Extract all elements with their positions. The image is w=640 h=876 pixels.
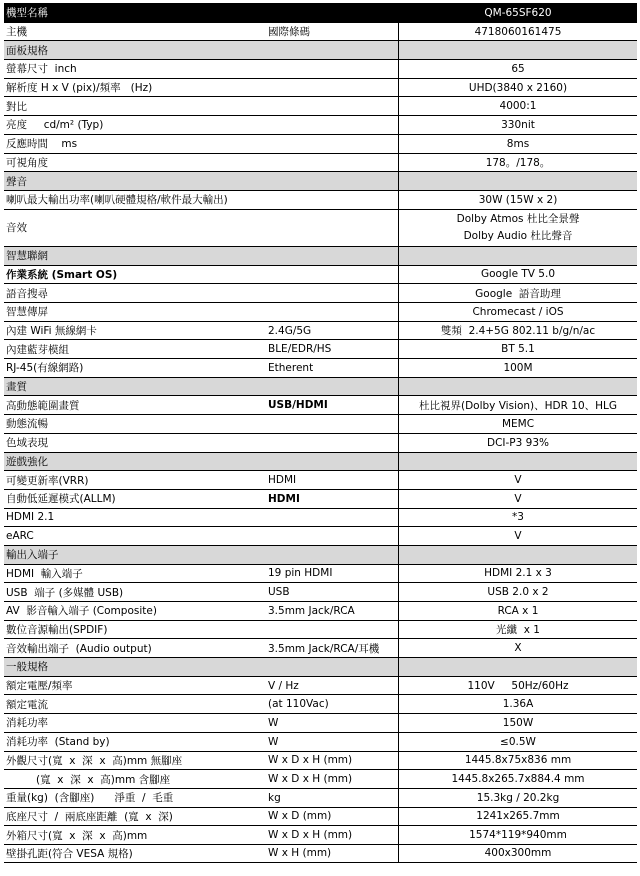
- spec-value: 110V 50Hz/60Hz: [398, 677, 637, 695]
- spec-row: [4, 713, 637, 732]
- spec-value: USB 2.0 x 2: [398, 583, 637, 601]
- spec-label: 高動態範圍畫質: [6, 399, 80, 412]
- spec-row: [4, 190, 637, 209]
- spec-label: 外箱尺寸(寬 x 深 x 高)mm: [6, 829, 148, 842]
- spec-interface: 19 pin HDMI: [268, 567, 333, 580]
- spec-row: [4, 676, 637, 695]
- spec-value: Google 語音助理: [398, 284, 637, 302]
- spec-interface: Etherent: [268, 361, 314, 374]
- section-header: [4, 377, 637, 396]
- spec-row: [4, 508, 637, 527]
- spec-label: 對比: [6, 100, 27, 113]
- section-header: [4, 452, 637, 471]
- section-title: 畫質: [6, 381, 27, 394]
- spec-interface: [266, 509, 398, 527]
- spec-value: ≤0.5W: [398, 733, 637, 751]
- spec-row: [4, 601, 637, 620]
- spec-label: 作業系統 (Smart OS): [6, 268, 118, 281]
- spec-label: eARC: [6, 530, 34, 543]
- spec-label: 外觀尺寸(寬 x 深 x 高)mm 無腳座: [6, 754, 183, 767]
- spec-label: 消耗功率 (Stand by): [6, 736, 110, 749]
- spec-label: 內建藍芽模組: [6, 343, 69, 356]
- section-title: 遊戲強化: [6, 455, 48, 468]
- model-name-label: 機型名稱: [6, 7, 48, 20]
- spec-label: 消耗功率: [6, 717, 48, 730]
- section-header: [4, 246, 637, 265]
- spec-interface: 3.5mm Jack/RCA: [268, 604, 355, 617]
- spec-label: 額定電流: [6, 698, 48, 711]
- section-header: [4, 545, 637, 564]
- spec-label: 喇叭最大輸出功率(喇叭硬體規格/軟件最大輸出): [6, 194, 228, 207]
- spec-label: 色域表現: [6, 437, 48, 450]
- spec-row: [4, 751, 637, 770]
- spec-interface: [266, 135, 398, 153]
- spec-value: 30W (15W x 2): [398, 191, 637, 209]
- spec-label: 語音搜尋: [6, 287, 48, 300]
- spec-label: 亮度 cd/m² (Typ): [6, 119, 104, 132]
- spec-label: 螢幕尺寸 inch: [6, 63, 77, 76]
- spec-label: 主機: [6, 26, 27, 39]
- spec-interface: V / Hz: [268, 679, 299, 692]
- spec-label: 內建 WiFi 無線網卡: [6, 325, 97, 338]
- spec-label: 動態流暢: [6, 418, 48, 431]
- spec-row: [4, 321, 637, 340]
- spec-value-line: Dolby Audio 杜比聲音: [463, 229, 573, 242]
- spec-value: 8ms: [398, 135, 637, 153]
- spec-interface: [266, 97, 398, 115]
- spec-value: [398, 172, 637, 190]
- spec-rows: [4, 22, 637, 863]
- spec-value: [398, 247, 637, 265]
- spec-interface: [266, 434, 398, 452]
- spec-label: 解析度 H x V (pix)/頻率 (Hz): [6, 82, 153, 95]
- spec-label: USB 端子 (多媒體 USB): [6, 586, 124, 599]
- spec-value: RCA x 1: [398, 602, 637, 620]
- spec-row: [4, 844, 637, 863]
- spec-row: [4, 732, 637, 751]
- spec-row: [4, 395, 637, 414]
- spec-interface: [266, 41, 398, 59]
- spec-value: HDMI 2.1 x 3: [398, 565, 637, 583]
- spec-label: 智慧傳屏: [6, 306, 48, 319]
- spec-interface: 2.4G/5G: [268, 324, 312, 337]
- spec-value: 330nit: [398, 116, 637, 134]
- spec-value: [398, 41, 637, 59]
- spec-row: [4, 433, 637, 452]
- spec-label: 反應時間 ms: [6, 138, 78, 151]
- spec-label: 自動低延遲模式(ALLM): [6, 493, 116, 506]
- spec-value: 178。/178。: [398, 154, 637, 172]
- spec-interface: [266, 154, 398, 172]
- spec-row: [4, 134, 637, 153]
- spec-interface: (at 110Vac): [268, 698, 329, 711]
- spec-label: 音效輸出端子 (Audio output): [6, 642, 152, 655]
- spec-row: [4, 807, 637, 826]
- spec-label: 可變更新率(VRR): [6, 474, 89, 487]
- spec-value: 1445.8x265.7x884.4 mm: [398, 770, 637, 788]
- spec-interface: W x D (mm): [268, 810, 332, 823]
- spec-label: HDMI 2.1: [6, 511, 55, 524]
- spec-table: [4, 3, 637, 863]
- spec-value: 15.3kg / 20.2kg: [398, 789, 637, 807]
- section-title: 面板規格: [6, 44, 48, 57]
- spec-row: [4, 825, 637, 844]
- spec-value: *3: [398, 509, 637, 527]
- spec-interface: W: [268, 716, 279, 729]
- spec-value: V: [398, 527, 637, 545]
- spec-row: [4, 526, 637, 545]
- spec-value-line: Dolby Atmos 杜比全景聲: [456, 212, 580, 225]
- spec-interface: HDMI: [268, 492, 300, 505]
- spec-value: [398, 658, 637, 676]
- spec-value: 100M: [398, 359, 637, 377]
- spec-value: 4718060161475: [398, 23, 637, 41]
- spec-header-row: [4, 3, 637, 22]
- section-header: [4, 40, 637, 59]
- spec-row: [4, 769, 637, 788]
- spec-row: [4, 265, 637, 284]
- spec-interface: [266, 210, 398, 246]
- section-title: 一般規格: [6, 661, 48, 674]
- spec-row: [4, 339, 637, 358]
- spec-row: [4, 564, 637, 583]
- spec-interface: [266, 303, 398, 321]
- spec-value: 1241x265.7mm: [398, 808, 637, 826]
- spec-interface: USB/HDMI: [268, 399, 328, 412]
- spec-interface: [266, 247, 398, 265]
- spec-value: 4000:1: [398, 97, 637, 115]
- spec-row: [4, 638, 637, 657]
- spec-value: 光纖 x 1: [398, 621, 637, 639]
- section-title: 輸出入端子: [6, 549, 59, 562]
- spec-interface: W x D x H (mm): [268, 754, 353, 767]
- spec-value: V: [398, 490, 637, 508]
- spec-interface: [266, 546, 398, 564]
- spec-value: Google TV 5.0: [398, 266, 637, 284]
- spec-value: 150W: [398, 714, 637, 732]
- spec-interface: [266, 284, 398, 302]
- spec-interface: 3.5mm Jack/RCA/耳機: [268, 642, 380, 655]
- spec-interface: [266, 527, 398, 545]
- spec-interface: W x D x H (mm): [268, 773, 353, 786]
- spec-row: [4, 694, 637, 713]
- spec-row: [4, 489, 637, 508]
- spec-row: [4, 302, 637, 321]
- spec-row: [4, 96, 637, 115]
- spec-interface: kg: [268, 791, 281, 804]
- spec-label: 底座尺寸 / 兩底座距離 (寬 x 深): [6, 810, 173, 823]
- spec-interface: [266, 378, 398, 396]
- spec-value: UHD(3840 x 2160): [398, 79, 637, 97]
- spec-interface: 國際條碼: [268, 26, 310, 39]
- spec-interface: [266, 415, 398, 433]
- spec-value: [398, 378, 637, 396]
- spec-value: Chromecast / iOS: [398, 303, 637, 321]
- spec-interface: [266, 60, 398, 78]
- spec-label: 額定電壓/頻率: [6, 680, 73, 693]
- spec-interface: [266, 191, 398, 209]
- spec-row: [4, 788, 637, 807]
- spec-value: [398, 453, 637, 471]
- spec-value: [398, 546, 637, 564]
- spec-interface: [266, 172, 398, 190]
- section-header: [4, 657, 637, 676]
- spec-value: DCI-P3 93%: [398, 434, 637, 452]
- spec-interface: [266, 658, 398, 676]
- spec-value: BT 5.1: [398, 340, 637, 358]
- spec-value: 1574*119*940mm: [398, 826, 637, 844]
- spec-row: [4, 620, 637, 639]
- spec-interface: [266, 621, 398, 639]
- spec-label: 重量(kg) (含腳座) 淨重 / 毛重: [6, 792, 174, 805]
- spec-interface: [266, 266, 398, 284]
- spec-label: AV 影音輸入端子 (Composite): [6, 605, 157, 618]
- spec-value: 1445.8x75x836 mm: [398, 752, 637, 770]
- spec-row: [4, 59, 637, 78]
- spec-value: [398, 210, 637, 246]
- spec-label: 數位音源輸出(SPDIF): [6, 624, 108, 637]
- spec-row: [4, 78, 637, 97]
- spec-label: 可視角度: [6, 156, 48, 169]
- spec-interface: [266, 116, 398, 134]
- spec-row: [4, 115, 637, 134]
- spec-row: [4, 358, 637, 377]
- section-title: 智慧聯網: [6, 250, 48, 263]
- section-title: 聲音: [6, 175, 27, 188]
- spec-row: [4, 153, 637, 172]
- spec-row: [4, 22, 637, 41]
- spec-value: MEMC: [398, 415, 637, 433]
- spec-row: [4, 414, 637, 433]
- model-number: QM-65SF620: [398, 4, 637, 22]
- spec-value: V: [398, 471, 637, 489]
- spec-interface: W x D x H (mm): [268, 829, 353, 842]
- spec-interface: W x H (mm): [268, 847, 332, 860]
- spec-value: 雙頻 2.4+5G 802.11 b/g/n/ac: [398, 322, 637, 340]
- spec-row: [4, 470, 637, 489]
- spec-label: RJ-45(有線網路): [6, 362, 84, 375]
- spec-label: 壁掛孔距(符合 VESA 規格): [6, 847, 133, 860]
- spec-value: X: [398, 639, 637, 657]
- spec-row: [4, 209, 637, 246]
- spec-interface: BLE/EDR/HS: [268, 343, 332, 356]
- section-header: [4, 171, 637, 190]
- spec-label: 音效: [6, 222, 27, 235]
- spec-row: [4, 283, 637, 302]
- spec-interface: [266, 79, 398, 97]
- spec-interface: [266, 453, 398, 471]
- spec-value: 1.36A: [398, 695, 637, 713]
- header-spacer: [266, 4, 398, 22]
- spec-value: 65: [398, 60, 637, 78]
- spec-interface: W: [268, 735, 279, 748]
- spec-value: 400x300mm: [398, 845, 637, 862]
- spec-label: HDMI 輸入端子: [6, 567, 83, 580]
- spec-interface: HDMI: [268, 474, 297, 487]
- spec-row: [4, 582, 637, 601]
- spec-label: (寬 x 深 x 高)mm 含腳座: [6, 773, 171, 786]
- spec-value: 杜比視界(Dolby Vision)、HDR 10、HLG: [398, 396, 637, 414]
- spec-interface: USB: [268, 586, 290, 599]
